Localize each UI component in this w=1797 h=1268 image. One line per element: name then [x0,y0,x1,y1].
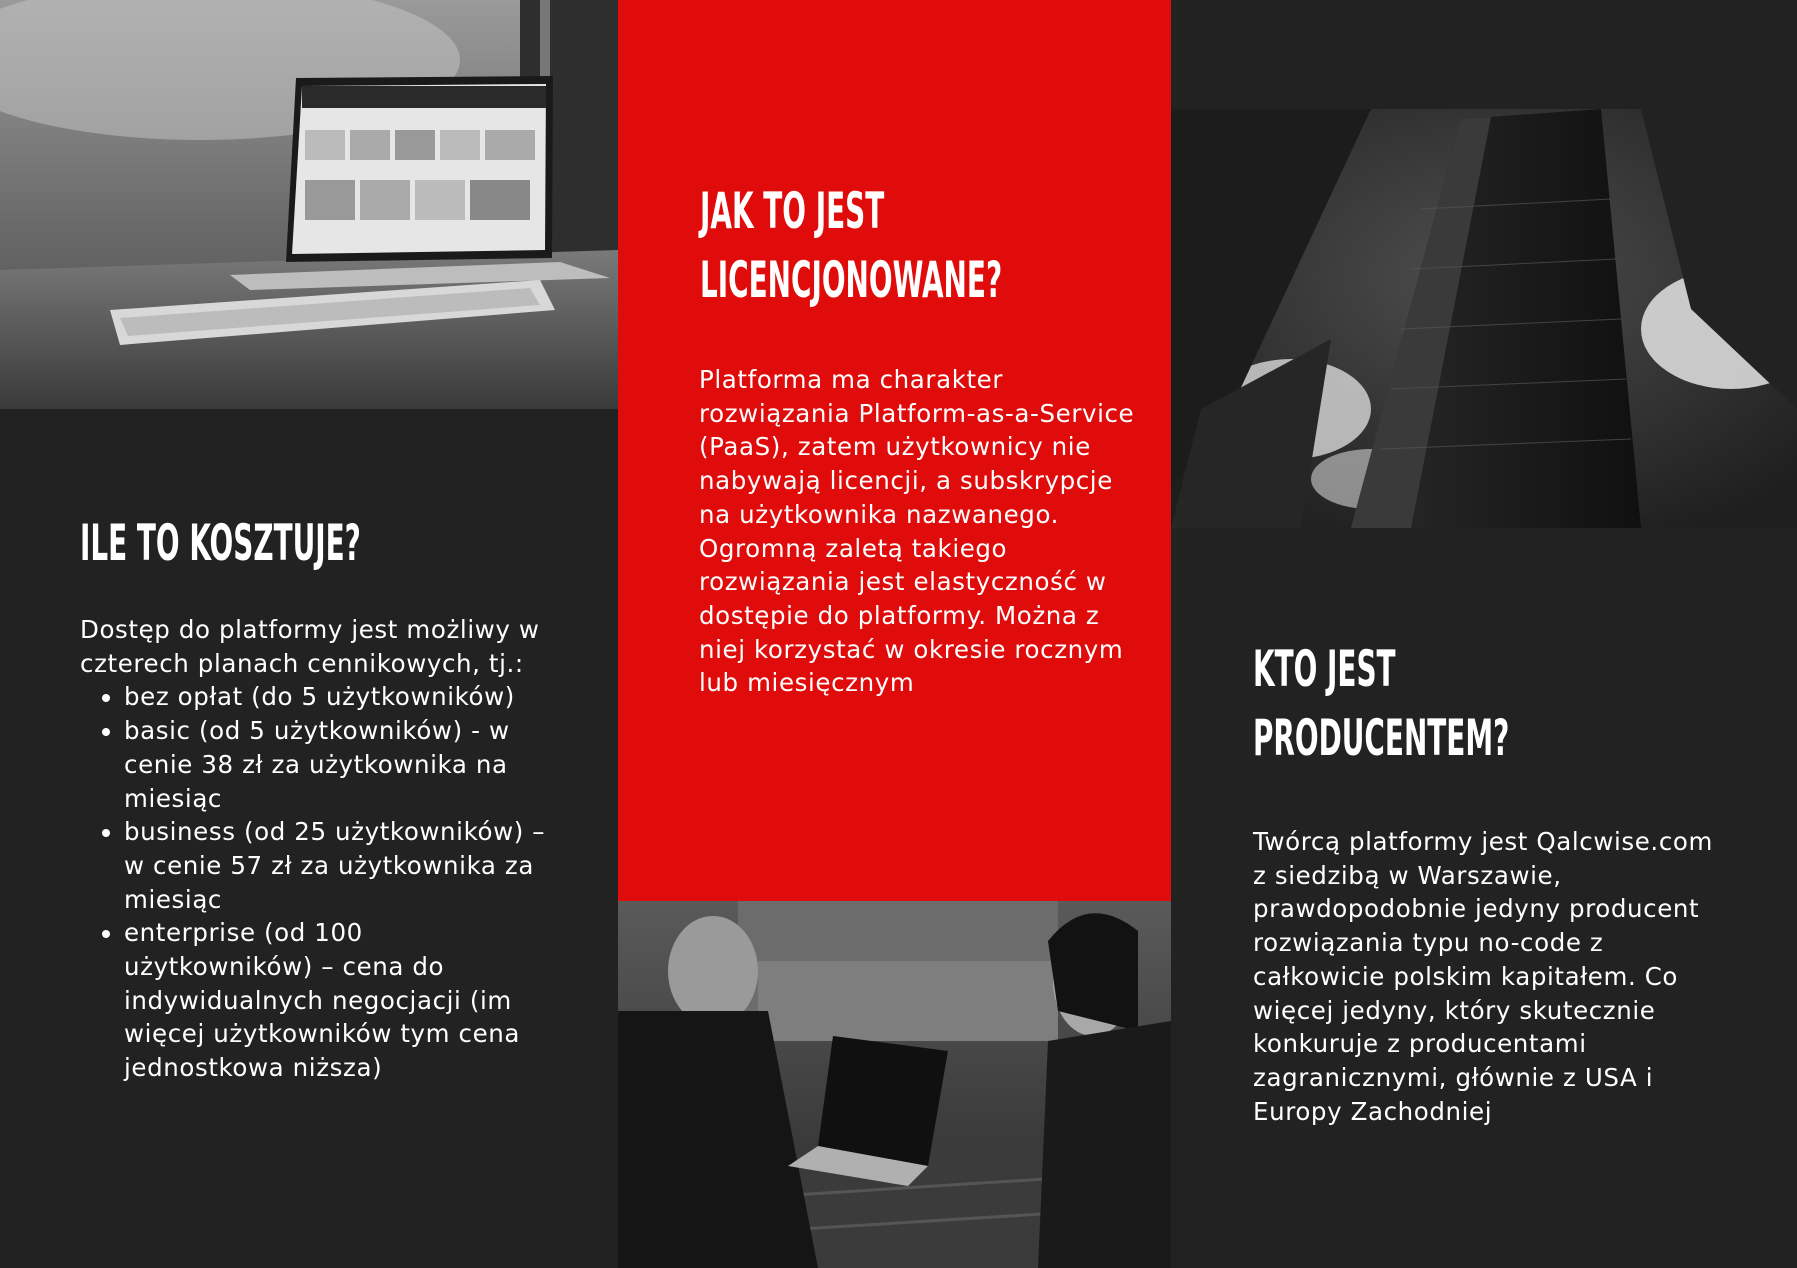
pricing-text [80,613,560,1085]
plan-item-basic: • basic (od 5 użytkowników) - w cenie 38 zł za użytkownika na miesiąc [124,714,560,815]
licensing-column [618,0,1171,1268]
producer-heading-line1: KTO JEST [1253,640,1396,698]
plan-item-free: • bez opłat (do 5 użytkowników) [124,680,560,714]
producer-column [1171,0,1797,1268]
producer-heading-line2: PRODUCENTEM? [1253,709,1510,767]
plan-item-enterprise: • enterprise (od 100 użytkowników) – cena do indywidualnych negocjacji (im więcej użytkowników tym cena jednostkowa niższa) [124,916,560,1085]
laptop-desk-photo [0,0,618,409]
producer-text: Twórcą platformy jest Qalcwise.com z siedzibą w Warszawie, prawdopodobnie jedyny producent rozwiązania typu no-code z całkowicie polskim kapitałem. Co więcej jedyny, który skutecznie konkuruje z producentami zagranicznymi, głównie z USA i Europy Zachodniej [1253,827,1713,1126]
business-meeting-photo [618,901,1171,1268]
licensing-heading-line1: JAK TO JEST [700,182,885,240]
licensing-text: Platforma ma charakter rozwiązania Platform-as-a-Service (PaaS), zatem użytkownicy nie nabywają licencji, a subskrypcje na użytkownika nazwanego. Ogromną zaletą takiego rozwiązania jest elastyczność w dostępie do platformy. Można z niej korzystać w okresie rocznym lub miesięcznym [699,365,1135,698]
skyscraper-photo [1171,109,1797,528]
plan-item-business: • business (od 25 użytkowników) – w cenie 57 zł za użytkownika za miesiąc [124,815,560,916]
pricing-plans-list [80,680,560,1084]
licensing-heading-line2: LICENCJONOWANE? [700,251,1003,309]
pricing-heading: ILE TO KOSZTUJE? [80,514,361,572]
pricing-intro: Dostęp do platformy jest możliwy w czterech planach cennikowych, tj.: [80,615,540,678]
pricing-column [0,0,618,1268]
